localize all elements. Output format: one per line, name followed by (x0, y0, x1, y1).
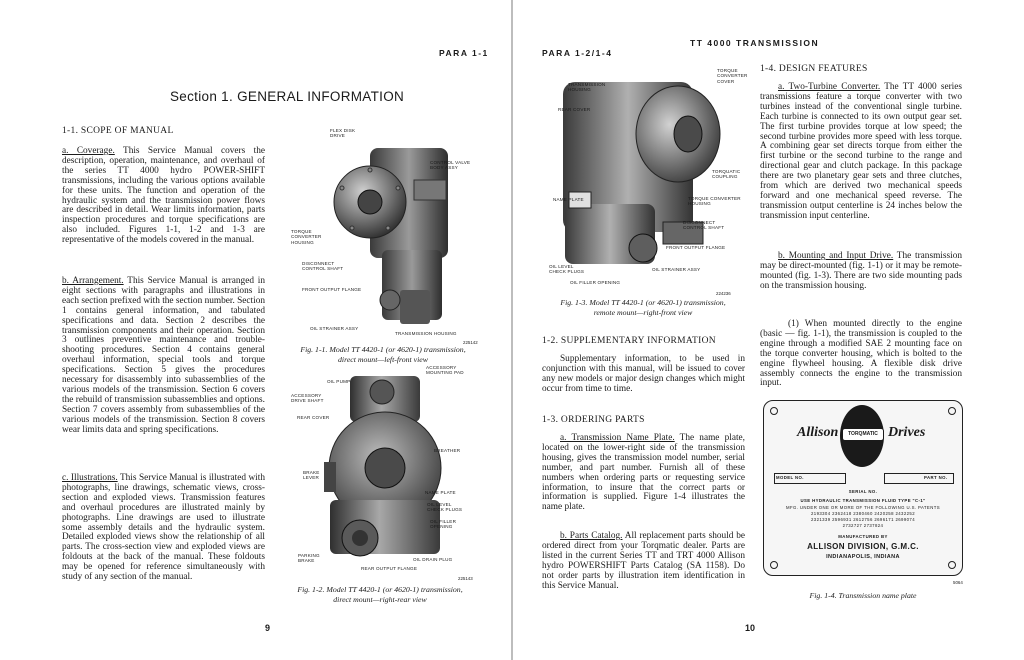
left-page (0, 0, 511, 660)
plate-part-label: PART NO. (924, 475, 948, 480)
heading-1-2: 1-2. SUPPLEMENTARY INFORMATION (542, 336, 716, 346)
fig1-number: 225142 (463, 340, 478, 345)
fig2-label-parking-brake: PARKING BRAKE (298, 553, 320, 564)
fig3-label-tc-cover: TORQUE CONVERTER COVER (717, 68, 748, 84)
parts-catalog-text: All replacement parts should be ordered direct from your Torqmatic dealer. Parts are listed in the current Series TT and TRT 4000 Allison hydro POWERSHIFT Parts Catalog (SA 1158). Do not order parts by illustration item identification in this Service Manual. (542, 531, 745, 591)
two-turbine-lead: a. Two-Turbine Converter. (778, 82, 881, 92)
plate-rivet-icon (770, 561, 778, 569)
fig3-label-trans-housing: TRANSMISSION HOUSING (568, 82, 606, 93)
right-page (513, 0, 1024, 660)
fig1-label-trans-housing: TRANSMISSION HOUSING (395, 331, 457, 336)
plate-model-label: MODEL NO. (776, 475, 804, 480)
page-number-right: 10 (745, 623, 756, 633)
plate-patents-3: 2732727 2737824 (842, 523, 884, 528)
two-turbine-text: The TT 4000 series transmissions feature a torque converter with two turbines instead of the conventional single turbine. Each turbine is connected to its own output gear set. The first turbine provides torque at low speed; the second turbine provides more speed with less torque. A combining gear set directs torque from either the first turbine or the second turbine to the range and directional gear and clutch package. In this package there are two planetary gear sets and three clutches, from which are derived two mechanical speeds forward and one mechanical speed reverse. The transmission output centerline is 24 inches below the transmission input centerline. (760, 82, 962, 221)
page-number-left: 9 (265, 623, 271, 633)
illustrations-text: This Service Manual is illustrated with photographs, line drawings, schematic views, cross-section and exploded views. Transmission features and overhaul procedures are illustrated mainly by photographs. Line drawings are used to illustrate some assembly details and the hydraulic system. Detailed exploded views show the relationship of all parts. The cross-section view and exploded views are foldouts at the back of the manual. These foldouts may be opened for reference simultaneously with study of any section of the manual. (62, 473, 265, 583)
arrangement-text: This Service Manual is arranged in eight sections with paragraphs and illustrations in each section prefixed with the section number. Section 1 contains general information, and tabulated specifications and data. Section 2 describes the transmission components and their operation. Section 3 outlines preventive maintenance and trouble-shooting procedures. Section 4 contains general overhaul information, special tools and torque specifications. Section 5 gives the procedures necessary for disassembly into subassemblies of the various models of the transmission. Section 6 covers the rebuild of transmission subassemblies and options. Section 7 covers assembly from subassemblies of the various models of the transmission. Section 8 covers wear limits data and spring specifications. (62, 276, 266, 435)
fig1-label-control-valve: CONTROL VALVE BODY ASSY (430, 160, 471, 171)
fig2-label-rear-cover: REAR COVER (297, 415, 330, 420)
fig2-label-oil-pump: OIL PUMP (327, 379, 351, 384)
fig3-caption: Fig. 1-3. Model TT 4420-1 (or 4620-1) transmission, remote mount—right-front view (560, 298, 726, 317)
coverage-lead: a. Coverage. (62, 146, 115, 156)
fig1-label-disconnect: DISCONNECT CONTROL SHAFT (302, 261, 344, 272)
fig1-caption: Fig. 1-1. Model TT 4420-1 (or 4620-1) transmission, direct mount—left-front view (300, 345, 466, 364)
fig2-caption: Fig. 1-2. Model TT 4420-1 (or 4620-1) transmission, direct mount—right-rear view (297, 585, 463, 604)
fig3-label-name-plate: NAME PLATE (553, 197, 584, 202)
mounting-text: The transmission may be direct-mounted (fig. 1-1) or it may be remote-mounted (fig. 1-3). There are two side mounting pads on the transmission housing. (760, 251, 962, 291)
figure-1-2-photo (320, 370, 453, 570)
fig1-label-torque-housing: TORQUE CONVERTER HOUSING (291, 229, 322, 245)
heading-1-4: 1-4. DESIGN FEATURES (760, 64, 868, 74)
transmission-name-plate (763, 400, 963, 576)
plate-rivet-icon (948, 407, 956, 415)
name-plate-text: The name plate, located on the lower-right side of the transmission housing, gives the transmission model number, serial number, and part number. Furnish all of these numbers when ordering parts or requesting service information, to insure that the correct parts or information is supplied. Figure 1-4 illustrates the name plate. (542, 433, 745, 513)
coverage-text: This Service Manual covers the description, operation, maintenance, and overhaul of the series TT 4000 hydro POWER-SHIFT transmissions, including the various options available for these units. The function and operation of the hydraulic system and the transmission power flows are described in detail. Wear limits information, parts inspection procedures and torque specifications are also included. Figures 1-1, 1-2 and 1-3 are representative of the models covered in the manual. (62, 146, 265, 246)
fig3-label-oil-strainer: OIL STRAINER ASSY (652, 267, 701, 272)
plate-manufactured-by: MANUFACTURED BY (838, 534, 888, 539)
plate-brand-drives: Drives (888, 425, 926, 440)
plate-city: INDIANAPOLIS, INDIANA (826, 554, 900, 560)
fig3-label-oil-filler: OIL FILLER OPENING (570, 280, 621, 285)
fig2-label-name-plate: NAME PLATE (425, 490, 456, 495)
fig1-label-flex-disk: FLEX DISK DRIVE (330, 128, 356, 139)
paragraph-mounting-direct: (1) When mounted directly to the engine (basic — fig. 1-1), the transmission is coupled to the engine through a modified SAE 2 mounting face on the torque converter housing, which is bolted to the engine flywheel housing. A flexible disk drive assembly connects the engine to the transmission input. (760, 319, 962, 389)
plate-patents-1: 2193304 2362418 2380460 2420258 2432252 (810, 511, 915, 516)
heading-1-3: 1-3. ORDERING PARTS (542, 415, 645, 425)
heading-1-1: 1-1. SCOPE OF MANUAL (62, 126, 174, 136)
running-head-left-page: PARA 1-1 (439, 48, 489, 58)
plate-division: ALLISON DIVISION, G.M.C. (807, 542, 919, 551)
fig2-label-accessory-shaft: ACCESSORY DRIVE SHAFT (291, 393, 324, 404)
fig4-caption: Fig. 1-4. Transmission name plate (809, 591, 917, 600)
illustrations-lead: c. Illustrations. (62, 473, 118, 483)
fig2-label-oil-drain: OIL DRAIN PLUG (413, 557, 453, 562)
paragraph-two-turbine (760, 83, 962, 222)
fig3-label-rear-cover: REAR COVER (558, 107, 591, 112)
paragraph-illustrations (62, 474, 265, 583)
fig3-label-disconnect: DISCONNECT CONTROL SHAFT (683, 220, 725, 231)
name-plate-lead: a. Transmission Name Plate. (560, 433, 675, 443)
running-head-title: TT 4000 TRANSMISSION (690, 38, 820, 48)
plate-brand-allison: Allison (797, 425, 839, 440)
fig2-label-breather: BREATHER (434, 448, 461, 453)
fig3-label-tc-coupling: TORQUATIC COUPLING (712, 169, 741, 180)
paragraph-parts-catalog (542, 532, 745, 591)
plate-patents-2: 2321339 2596931 2612756 2696171 2699074 (810, 517, 915, 522)
fig2-label-oil-level: OIL LEVEL CHECK PLUGS (427, 502, 463, 513)
fig3-number: 224236 (716, 291, 731, 296)
parts-catalog-lead: b. Parts Catalog. (560, 531, 623, 541)
fig3-label-tc-housing: TORQUE CONVERTER HOUSING (688, 196, 741, 207)
paragraph-name-plate (542, 434, 745, 513)
fig1-label-front-flange: FRONT OUTPUT FLANGE (302, 287, 362, 292)
figure-1-3-photo (553, 72, 728, 282)
fig2-label-accessory-pad: ACCESSORY MOUNTING PAD (426, 365, 464, 376)
plate-fluid-line: USE HYDRAULIC TRANSMISSION FLUID TYPE "C-1" (800, 498, 926, 503)
plate-serial-label: SERIAL NO. (848, 489, 878, 494)
fig3-label-oil-level: OIL LEVEL CHECK PLUGS (549, 264, 585, 275)
fig2-number: 225143 (458, 576, 473, 581)
mounting-lead: b. Mounting and Input Drive. (778, 251, 894, 261)
plate-patent-line: MFG. UNDER ONE OR MORE OF THE FOLLOWING U.S. PATENTS (785, 505, 940, 510)
paragraph-arrangement (62, 277, 265, 436)
section-title: Section 1. GENERAL INFORMATION (170, 89, 405, 104)
paragraph-mounting (760, 252, 962, 292)
fig1-label-oil-strainer: OIL STRAINER ASSY (310, 326, 359, 331)
arrangement-lead: b. Arrangement. (62, 276, 124, 286)
plate-rivet-icon (770, 407, 778, 415)
plate-brand-torqmatic: TORQMATIC (842, 428, 884, 441)
paragraph-supplementary: Supplementary information, to be used in conjunction with this manual, will be issued to cover any new models or major design changes which might occur from time to time. (542, 354, 745, 394)
running-head-right-page: PARA 1-2/1-4 (542, 48, 613, 58)
fig4-number: 5064 (953, 580, 963, 585)
fig3-label-front-flange: FRONT OUTPUT FLANGE (666, 245, 726, 250)
fig2-label-rear-flange: REAR OUTPUT FLANGE (361, 566, 418, 571)
plate-rivet-icon (948, 561, 956, 569)
fig2-label-oil-filler: OIL FILLER OPENING (430, 519, 457, 530)
paragraph-coverage (62, 147, 265, 246)
fig2-label-brake-lever: BRAKE LEVER (303, 470, 320, 481)
